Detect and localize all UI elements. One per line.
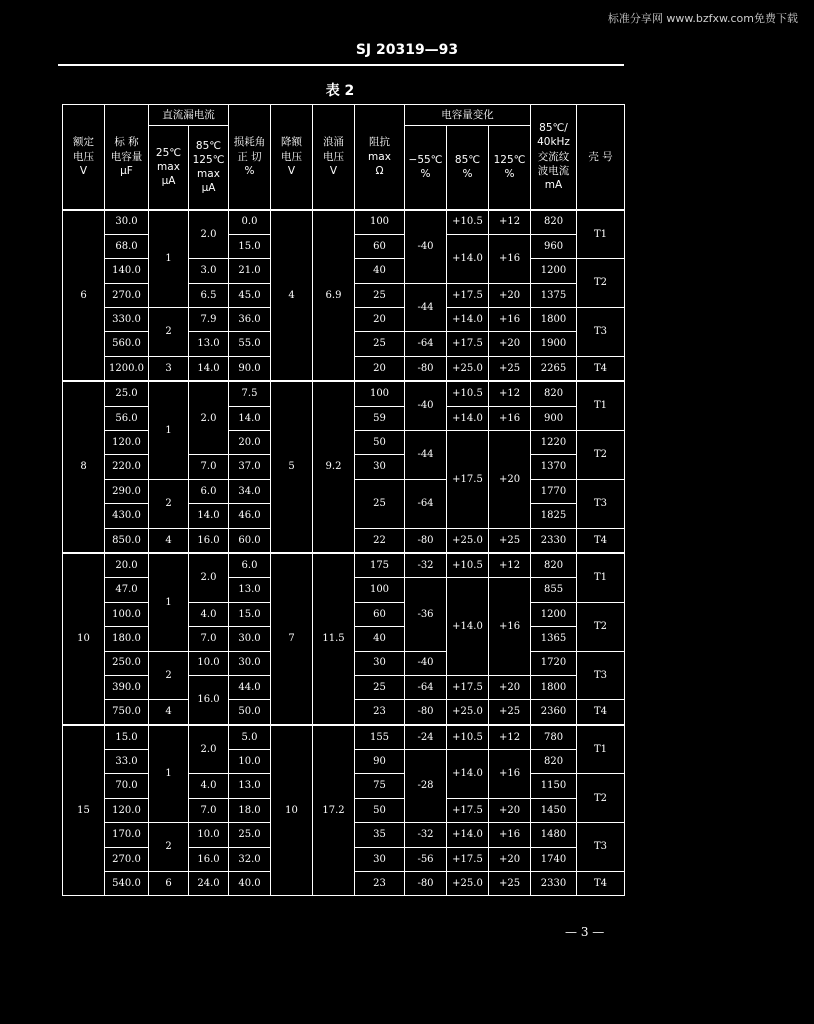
- cell-ripple: 1375: [531, 283, 577, 307]
- cell-dc25: 4: [149, 528, 189, 553]
- cell-surge: 9.2: [313, 381, 355, 553]
- cell-cap: 33.0: [105, 750, 149, 774]
- cell-m55: -44: [405, 431, 447, 480]
- cell-cap: 250.0: [105, 651, 149, 675]
- cell-p125: +12: [489, 210, 531, 235]
- cell-m55: -64: [405, 332, 447, 356]
- cell-impedance: 40: [355, 627, 405, 651]
- cell-ripple: 900: [531, 406, 577, 430]
- cell-case: T4: [577, 356, 625, 381]
- cell-p125: +25: [489, 528, 531, 553]
- cell-loss: 21.0: [229, 259, 271, 283]
- header-text: 波电流: [537, 164, 570, 177]
- cell-loss: 37.0: [229, 455, 271, 479]
- cell-derated: 4: [271, 210, 313, 382]
- cell-case: T1: [577, 381, 625, 430]
- header-text: 85℃/: [539, 122, 568, 135]
- cell-dc85: 2.0: [189, 725, 229, 774]
- cell-ripple: 820: [531, 381, 577, 406]
- cell-dc25: 1: [149, 381, 189, 479]
- cell-cap: 270.0: [105, 847, 149, 871]
- cell-p85: +17.5: [447, 431, 489, 529]
- cell-ripple: 1720: [531, 651, 577, 675]
- cell-dc85: 16.0: [189, 675, 229, 724]
- cell-impedance: 25: [355, 479, 405, 528]
- cell-impedance: 50: [355, 798, 405, 822]
- cell-p85: +25.0: [447, 356, 489, 381]
- cell-impedance: 40: [355, 259, 405, 283]
- header-text: 125℃: [493, 154, 526, 167]
- cell-loss: 60.0: [229, 528, 271, 553]
- cell-ripple: 2330: [531, 528, 577, 553]
- cell-ripple: 1220: [531, 431, 577, 455]
- cell-p85: +25.0: [447, 872, 489, 896]
- header-impedance: [355, 105, 405, 210]
- cell-cap: 540.0: [105, 872, 149, 896]
- cell-cap: 56.0: [105, 406, 149, 430]
- cell-m55: -80: [405, 872, 447, 896]
- cell-dc25: 4: [149, 700, 189, 725]
- cell-p85: +25.0: [447, 700, 489, 725]
- cell-dc85: 4.0: [189, 774, 229, 798]
- cell-ripple: 855: [531, 578, 577, 602]
- cell-p125: +25: [489, 872, 531, 896]
- cell-dc85: 2.0: [189, 381, 229, 455]
- header-capacitance-change: 电容量变化: [405, 105, 531, 126]
- cell-p125: +25: [489, 356, 531, 381]
- cell-p85: +14.0: [447, 406, 489, 430]
- header-dc-leakage: 直流漏电流: [149, 105, 229, 126]
- header-text: 电压: [73, 150, 94, 163]
- cell-cap: 220.0: [105, 455, 149, 479]
- cell-dc85: 16.0: [189, 528, 229, 553]
- cell-dc85: 6.0: [189, 479, 229, 503]
- header-text: V: [287, 164, 296, 177]
- cell-cap: 330.0: [105, 308, 149, 332]
- header-text: 40kHz: [537, 136, 570, 149]
- cell-dc25: 3: [149, 356, 189, 381]
- cell-dc25: 6: [149, 872, 189, 896]
- cell-dc25: 2: [149, 823, 189, 872]
- cell-cap: 25.0: [105, 381, 149, 406]
- table-row: [63, 553, 625, 578]
- cell-voltage: 15: [63, 725, 105, 896]
- cell-p85: +17.5: [447, 283, 489, 307]
- cell-cap: 20.0: [105, 553, 149, 578]
- cell-case: T4: [577, 528, 625, 553]
- cell-m55: -64: [405, 675, 447, 699]
- header-text: 损耗角: [233, 136, 266, 149]
- cell-loss: 13.0: [229, 774, 271, 798]
- cell-m55: -40: [405, 381, 447, 430]
- cell-voltage: 10: [63, 553, 105, 725]
- cell-p85: +17.5: [447, 332, 489, 356]
- header-text: max: [368, 150, 391, 163]
- header-text: 25℃: [155, 146, 182, 159]
- cell-case: T2: [577, 774, 625, 823]
- cell-case: T2: [577, 259, 625, 308]
- header-text: %: [462, 168, 473, 181]
- table-row: [63, 210, 625, 235]
- cell-ripple: 820: [531, 553, 577, 578]
- cell-p85: +17.5: [447, 798, 489, 822]
- header-text: 电容量: [110, 150, 143, 163]
- cell-cap: 120.0: [105, 798, 149, 822]
- cell-dc85: 7.0: [189, 455, 229, 479]
- cell-p125: +20: [489, 675, 531, 699]
- cell-m55: -32: [405, 823, 447, 847]
- cell-case: T3: [577, 651, 625, 700]
- cell-dc85: 10.0: [189, 651, 229, 675]
- cell-p125: +20: [489, 431, 531, 529]
- top-rule: [58, 64, 624, 66]
- table-title: 表 2: [325, 83, 355, 99]
- cell-p125: +16: [489, 578, 531, 676]
- header-text: max: [157, 161, 180, 174]
- cell-impedance: 30: [355, 455, 405, 479]
- cell-p125: +12: [489, 553, 531, 578]
- header-capacitance: [105, 105, 149, 210]
- cell-ripple: 1825: [531, 504, 577, 528]
- header-minus55: [405, 126, 447, 210]
- cell-ripple: 820: [531, 210, 577, 235]
- cell-case: T2: [577, 602, 625, 651]
- cell-loss: 32.0: [229, 847, 271, 871]
- header-text: 交流纹: [537, 150, 570, 163]
- cell-cap: 68.0: [105, 234, 149, 258]
- header-ripple-current: [531, 105, 577, 210]
- cell-p125: +16: [489, 406, 531, 430]
- header-text: 阻抗: [369, 136, 390, 149]
- cell-cap: 170.0: [105, 823, 149, 847]
- cell-m55: -44: [405, 283, 447, 332]
- header-text: μF: [120, 164, 133, 177]
- table-header: [63, 105, 625, 210]
- cell-surge: 17.2: [313, 725, 355, 896]
- cell-p85: +10.5: [447, 553, 489, 578]
- cell-p125: +20: [489, 283, 531, 307]
- header-plus125: [489, 126, 531, 210]
- header-text: max: [197, 168, 220, 181]
- cell-dc85: 13.0: [189, 332, 229, 356]
- header-text: Ω: [375, 164, 384, 177]
- cell-p125: +20: [489, 798, 531, 822]
- cell-impedance: 22: [355, 528, 405, 553]
- header-text: V: [329, 164, 338, 177]
- cell-ripple: 2360: [531, 700, 577, 725]
- header-text: V: [79, 164, 88, 177]
- header-text: 电压: [281, 150, 302, 163]
- cell-ripple: 1200: [531, 259, 577, 283]
- cell-derated: 10: [271, 725, 313, 896]
- header-case-number: 壳 号: [577, 105, 625, 210]
- cell-ripple: 1800: [531, 308, 577, 332]
- cell-impedance: 60: [355, 602, 405, 626]
- cell-impedance: 20: [355, 308, 405, 332]
- cell-ripple: 2330: [531, 872, 577, 896]
- cell-m55: -32: [405, 553, 447, 578]
- cell-m55: -80: [405, 528, 447, 553]
- cell-p125: +25: [489, 700, 531, 725]
- cell-p125: +20: [489, 332, 531, 356]
- cell-impedance: 75: [355, 774, 405, 798]
- cell-case: T1: [577, 725, 625, 774]
- cell-cap: 430.0: [105, 504, 149, 528]
- cell-m55: -36: [405, 578, 447, 651]
- cell-ripple: 1200: [531, 602, 577, 626]
- cell-p125: +16: [489, 308, 531, 332]
- cell-ripple: 1480: [531, 823, 577, 847]
- header-text: %: [420, 168, 431, 181]
- header-text: 电压: [323, 150, 344, 163]
- cell-impedance: 23: [355, 700, 405, 725]
- cell-cap: 850.0: [105, 528, 149, 553]
- cell-p125: +16: [489, 234, 531, 283]
- cell-p85: +10.5: [447, 725, 489, 750]
- cell-case: T2: [577, 431, 625, 480]
- cell-dc25: 2: [149, 479, 189, 528]
- cell-m55: -40: [405, 210, 447, 284]
- cell-p125: +20: [489, 847, 531, 871]
- cell-p125: +16: [489, 750, 531, 799]
- cell-dc85: 6.5: [189, 283, 229, 307]
- cell-dc85: 7.0: [189, 798, 229, 822]
- cell-dc85: 10.0: [189, 823, 229, 847]
- cell-m55: -56: [405, 847, 447, 871]
- cell-ripple: 2265: [531, 356, 577, 381]
- cell-cap: 30.0: [105, 210, 149, 235]
- cell-case: T1: [577, 553, 625, 602]
- cell-impedance: 30: [355, 847, 405, 871]
- cell-dc85: 2.0: [189, 553, 229, 602]
- cell-p85: +14.0: [447, 234, 489, 283]
- cell-p125: +12: [489, 381, 531, 406]
- cell-impedance: 59: [355, 406, 405, 430]
- cell-impedance: 20: [355, 356, 405, 381]
- cell-impedance: 35: [355, 823, 405, 847]
- cell-dc25: 2: [149, 651, 189, 700]
- table-row: [63, 381, 625, 406]
- cell-loss: 15.0: [229, 602, 271, 626]
- cell-derated: 5: [271, 381, 313, 553]
- cell-loss: 90.0: [229, 356, 271, 381]
- cell-loss: 30.0: [229, 627, 271, 651]
- header-surge-voltage: [313, 105, 355, 210]
- cell-ripple: 1900: [531, 332, 577, 356]
- cell-dc85: 7.9: [189, 308, 229, 332]
- cell-voltage: 8: [63, 381, 105, 553]
- cell-cap: 560.0: [105, 332, 149, 356]
- cell-p125: +16: [489, 823, 531, 847]
- cell-loss: 36.0: [229, 308, 271, 332]
- cell-cap: 140.0: [105, 259, 149, 283]
- cell-dc85: 24.0: [189, 872, 229, 896]
- header-text: 85℃: [195, 139, 222, 152]
- cell-ripple: 820: [531, 750, 577, 774]
- cell-case: T4: [577, 700, 625, 725]
- cell-surge: 11.5: [313, 553, 355, 725]
- cell-ripple: 1800: [531, 675, 577, 699]
- cell-loss: 18.0: [229, 798, 271, 822]
- cell-cap: 70.0: [105, 774, 149, 798]
- cell-ripple: 1450: [531, 798, 577, 822]
- cell-cap: 180.0: [105, 627, 149, 651]
- cell-ripple: 1150: [531, 774, 577, 798]
- cell-loss: 46.0: [229, 504, 271, 528]
- cell-cap: 47.0: [105, 578, 149, 602]
- spec-table: [62, 104, 625, 896]
- cell-m55: -40: [405, 651, 447, 675]
- cell-p85: +14.0: [447, 578, 489, 676]
- header-dc85: [189, 126, 229, 210]
- cell-case: T3: [577, 479, 625, 528]
- cell-p85: +17.5: [447, 847, 489, 871]
- cell-case: T1: [577, 210, 625, 259]
- cell-loss: 40.0: [229, 872, 271, 896]
- cell-loss: 44.0: [229, 675, 271, 699]
- cell-cap: 120.0: [105, 431, 149, 455]
- cell-dc25: 1: [149, 553, 189, 651]
- cell-ripple: 1740: [531, 847, 577, 871]
- cell-loss: 14.0: [229, 406, 271, 430]
- cell-ripple: 960: [531, 234, 577, 258]
- cell-impedance: 175: [355, 553, 405, 578]
- cell-impedance: 90: [355, 750, 405, 774]
- cell-impedance: 23: [355, 872, 405, 896]
- cell-loss: 7.5: [229, 381, 271, 406]
- header-text: −55℃: [408, 154, 443, 167]
- header-text: 额定: [73, 136, 94, 149]
- cell-loss: 45.0: [229, 283, 271, 307]
- cell-m55: -24: [405, 725, 447, 750]
- cell-impedance: 25: [355, 332, 405, 356]
- cell-p85: +14.0: [447, 750, 489, 799]
- header-loss-tangent: [229, 105, 271, 210]
- cell-cap: 1200.0: [105, 356, 149, 381]
- cell-loss: 13.0: [229, 578, 271, 602]
- header-rated-voltage: [63, 105, 105, 210]
- cell-cap: 290.0: [105, 479, 149, 503]
- cell-impedance: 100: [355, 381, 405, 406]
- cell-ripple: 1370: [531, 455, 577, 479]
- header-text: 降额: [281, 136, 302, 149]
- cell-m55: -64: [405, 479, 447, 528]
- cell-p85: +25.0: [447, 528, 489, 553]
- cell-dc85: 14.0: [189, 504, 229, 528]
- cell-impedance: 50: [355, 431, 405, 455]
- cell-p85: +14.0: [447, 823, 489, 847]
- cell-case: T4: [577, 872, 625, 896]
- cell-loss: 30.0: [229, 651, 271, 675]
- table-body: [63, 210, 625, 896]
- cell-p85: +14.0: [447, 308, 489, 332]
- cell-loss: 5.0: [229, 725, 271, 750]
- cell-dc85: 14.0: [189, 356, 229, 381]
- cell-loss: 15.0: [229, 234, 271, 258]
- cell-loss: 10.0: [229, 750, 271, 774]
- cell-impedance: 25: [355, 675, 405, 699]
- header-plus85: [447, 126, 489, 210]
- cell-impedance: 30: [355, 651, 405, 675]
- watermark-text: 标准分享网 www.bzfxw.com免费下载: [607, 12, 798, 25]
- cell-derated: 7: [271, 553, 313, 725]
- header-text: 125℃: [192, 154, 225, 167]
- cell-case: T3: [577, 823, 625, 872]
- cell-m55: -28: [405, 750, 447, 823]
- cell-p85: +10.5: [447, 381, 489, 406]
- cell-dc85: 2.0: [189, 210, 229, 259]
- header-text: 正 切: [237, 150, 262, 163]
- cell-dc25: 1: [149, 725, 189, 823]
- cell-p85: +10.5: [447, 210, 489, 235]
- cell-impedance: 155: [355, 725, 405, 750]
- cell-cap: 750.0: [105, 700, 149, 725]
- cell-ripple: 1365: [531, 627, 577, 651]
- cell-p125: +12: [489, 725, 531, 750]
- cell-dc85: 3.0: [189, 259, 229, 283]
- cell-voltage: 6: [63, 210, 105, 382]
- cell-ripple: 780: [531, 725, 577, 750]
- page-number: — 3 —: [565, 925, 605, 939]
- cell-m55: -80: [405, 356, 447, 381]
- cell-m55: -80: [405, 700, 447, 725]
- standard-number: SJ 20319—93: [355, 42, 459, 58]
- header-text: %: [504, 168, 515, 181]
- cell-loss: 50.0: [229, 700, 271, 725]
- cell-case: T3: [577, 308, 625, 357]
- cell-cap: 100.0: [105, 602, 149, 626]
- cell-loss: 55.0: [229, 332, 271, 356]
- table-row: [63, 725, 625, 750]
- cell-dc25: 1: [149, 210, 189, 308]
- cell-surge: 6.9: [313, 210, 355, 382]
- cell-loss: 20.0: [229, 431, 271, 455]
- header-text: 浪涌: [323, 136, 344, 149]
- cell-cap: 270.0: [105, 283, 149, 307]
- cell-loss: 34.0: [229, 479, 271, 503]
- cell-impedance: 100: [355, 578, 405, 602]
- cell-dc85: 16.0: [189, 847, 229, 871]
- cell-impedance: 25: [355, 283, 405, 307]
- cell-dc85: 7.0: [189, 627, 229, 651]
- header-derated-voltage: [271, 105, 313, 210]
- header-text: μA: [201, 182, 216, 195]
- cell-p85: +17.5: [447, 675, 489, 699]
- cell-ripple: 1770: [531, 479, 577, 503]
- cell-loss: 6.0: [229, 553, 271, 578]
- header-text: μA: [161, 175, 176, 188]
- cell-dc85: 4.0: [189, 602, 229, 626]
- cell-impedance: 60: [355, 234, 405, 258]
- header-text: 85℃: [454, 154, 481, 167]
- header-text: %: [244, 164, 255, 177]
- cell-cap: 390.0: [105, 675, 149, 699]
- header-dc25: [149, 126, 189, 210]
- header-text: 标 称: [114, 136, 139, 149]
- cell-loss: 0.0: [229, 210, 271, 235]
- cell-impedance: 100: [355, 210, 405, 235]
- cell-loss: 25.0: [229, 823, 271, 847]
- header-text: mA: [544, 179, 563, 191]
- cell-cap: 15.0: [105, 725, 149, 750]
- cell-dc25: 2: [149, 308, 189, 357]
